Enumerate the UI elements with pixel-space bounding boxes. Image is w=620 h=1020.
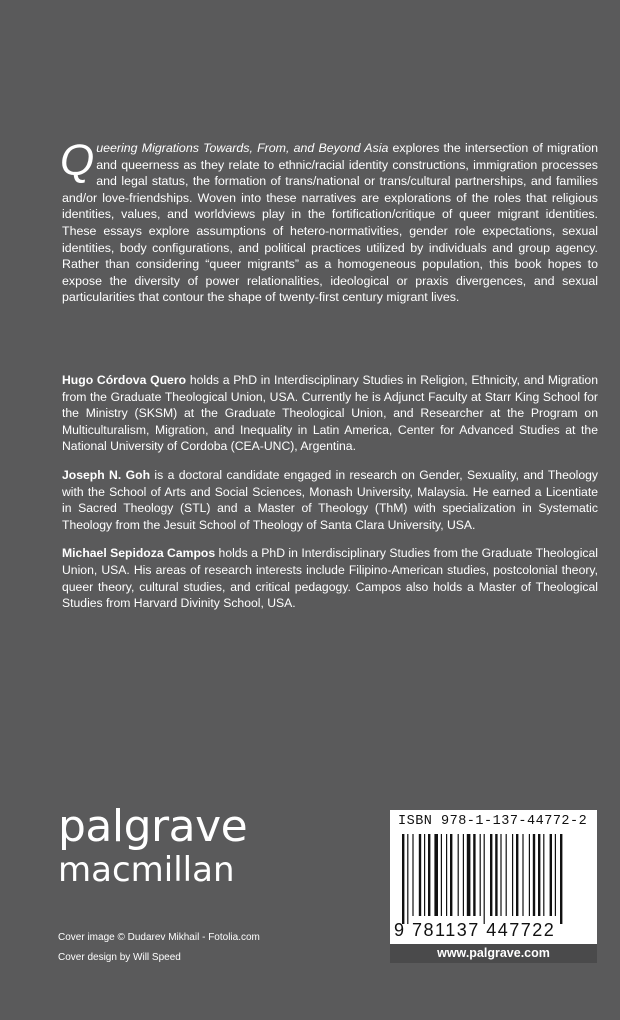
barcode-bar [473, 834, 475, 916]
barcode-digits: 9 781137 447722 [394, 920, 556, 940]
barcode-bar [402, 834, 404, 924]
author-bios [62, 372, 598, 624]
bio-name: Hugo Córdova Quero [62, 373, 187, 387]
logo-line-macmillan: macmillan [58, 850, 235, 890]
cover-design-credit: Cover design by Will Speed [58, 952, 181, 963]
publisher-logo [58, 801, 248, 890]
barcode-bar [480, 834, 481, 916]
barcode-bar [419, 834, 421, 916]
barcode-bar [407, 834, 408, 924]
logo-line-palgrave: palgrave [58, 801, 248, 852]
barcode-bar [555, 834, 556, 916]
bio-text: holds a PhD in Interdisciplinary Studies in Religion, Ethnicity, and Migration from the Graduate Theological Union, USA. Currently he is Adjunct Faculty at Starr King School for the Ministry (SKSM) at the Graduate Theological Union, and Researcher at the Program on Multiculturalism, Migration, and Inequality in Latin America, Center for Advanced Studies at the National University of Cordoba (CEA-UNC), Argentina. [62, 373, 598, 454]
isbn-label: ISBN 978-1-137-44772-2 [398, 814, 588, 829]
isbn-barcode [390, 810, 597, 944]
barcode-bar [512, 834, 513, 916]
bio-michael [62, 545, 598, 611]
bio-text: is a doctoral candidate engaged in research on Gender, Sexuality, and Theology with the School of Arts and Social Sciences, Monash University, Malaysia. He earned a Licentiate in Sacred Theology (STL) and a Master of Theology (ThM) with specialization in Systematic Theology from the Jesuit School of Theology of Santa Clara University, USA. [62, 467, 598, 532]
barcode-bar [495, 834, 497, 916]
barcode-bar [424, 834, 425, 916]
barcode-bar [550, 834, 552, 916]
cover-credits [58, 928, 260, 968]
barcode-bar [538, 834, 540, 916]
barcode-bars [400, 834, 588, 924]
barcode-bar [543, 834, 544, 916]
barcode-bar [506, 834, 507, 916]
bio-name: Joseph N. Goh [62, 467, 151, 482]
barcode-bar [529, 834, 530, 916]
barcode-bar [490, 834, 492, 916]
barcode-bar [533, 834, 535, 916]
bio-joseph [62, 467, 598, 533]
barcode-bar [428, 834, 430, 916]
publisher-website: www.palgrave.com [390, 944, 597, 963]
book-title-italic: ueering Migrations Towards, From, and Beyond Asia [96, 141, 389, 155]
barcode-bar [463, 834, 464, 916]
drop-cap: Q [60, 136, 95, 185]
barcode-bar [458, 834, 459, 916]
barcode-bar [484, 834, 485, 924]
barcode-bar [450, 834, 452, 916]
barcode-bar [500, 834, 501, 916]
barcode-bar [441, 834, 442, 916]
book-blurb [60, 136, 598, 306]
barcode-bar [560, 834, 562, 924]
barcode-bar [412, 834, 413, 916]
barcode-bar [516, 834, 518, 916]
barcode-bar [434, 834, 438, 916]
barcode-bar [446, 834, 447, 916]
barcode-bar [522, 834, 523, 916]
cover-image-credit: Cover image © Dudarev Mikhail - Fotolia.com [58, 932, 260, 943]
barcode-bar [467, 834, 471, 916]
bio-name: Michael Sepidoza Campos [62, 546, 216, 561]
blurb-text: explores the intersection of migration and queerness as they relate to ethnic/racial identity constructions, immigration processes and legal status, the formation of trans/national or trans/cultural partnerships, and families and/or love-friendships. Woven into these narratives are explorations of the roles that religious identities, values, and worldviews play in the fortification/critique of queer migrant identities. These essays explore assumptions of hetero-normativities, gender role expectations, sexual identities, body configurations, and political practices utilized by individuals and group agency. Rather than considering “queer migrants” as a homogeneous population, this book hopes to expose the diversity of power relationalities, ideological or praxis divergences, and sexual particularities that contour the shape of twenty-first century migrant lives. [62, 141, 598, 305]
bio-text: holds a PhD in Interdisciplinary Studies from the Graduate Theological Union, USA. His areas of research interests include Filipino-American studies, postcolonial theory, queer theory, cultural studies, and critical pedagogy. Campos also holds a Master of Theological Studies from Harvard Divinity School, USA. [62, 546, 598, 611]
bio-hugo [62, 372, 598, 455]
